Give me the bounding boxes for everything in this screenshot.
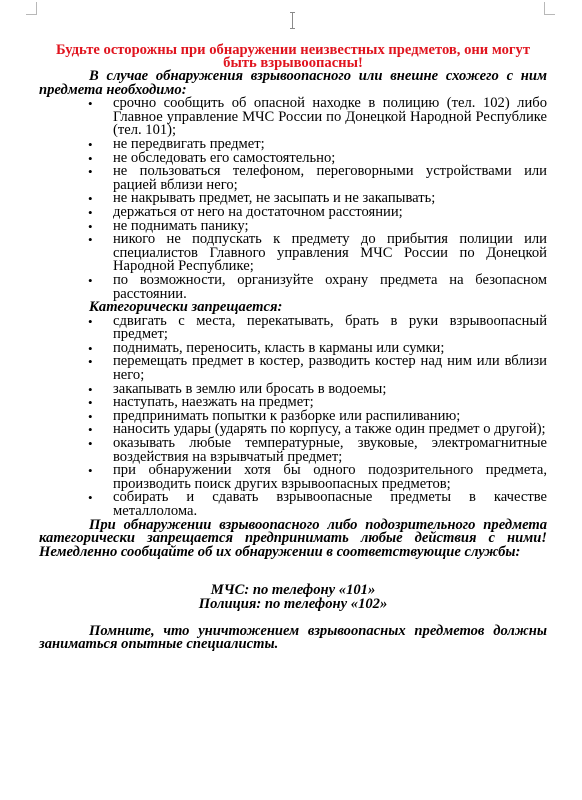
list-item: • собирать и сдавать взрывоопасные предметы в качестве металлолома.: [113, 491, 547, 518]
list-item: • закапывать в землю или бросать в водоемы;: [113, 383, 547, 397]
list-item: • не пользоваться телефоном, переговорными устройствами или рацией вблизи него;: [113, 165, 547, 192]
contact-police: Полиция: по телефону «102»: [198, 595, 388, 612]
list-item: • держаться от него на достаточном расстоянии;: [113, 206, 547, 220]
list-item: • сдвигать с места, перекатывать, брать в руки взрывоопасный предмет;: [113, 315, 547, 342]
list-item: • по возможности, организуйте охрану предмета на безопасном расстоянии.: [113, 274, 547, 301]
crop-mark-top-right: [544, 2, 555, 15]
page-title: Будьте осторожны при обнаружении неизвестных предметов, они могут быть взрывоопасны!: [56, 42, 530, 71]
list-item: • при обнаружении хотя бы одного подозрительного предмета, производить поиск других взрывоопасных предметов;: [113, 464, 547, 491]
must-do-list: [39, 97, 547, 301]
document-page: [39, 44, 547, 652]
closing-paragraph: Помните, что уничтожением взрывоопасных предметов должны заниматься опытные специалисты.: [39, 622, 547, 653]
list-item: • не поднимать панику;: [113, 220, 547, 234]
list-item: • срочно сообщить об опасной находке в полицию (тел. 102) либо Главное управление МЧС России по Донецкой Народной Республике (тел. 101);: [113, 97, 547, 138]
spacer: [39, 559, 547, 584]
list-item: • оказывать любые температурные, звуковые, электромагнитные воздействия на взрывчатый предмет;: [113, 437, 547, 464]
list-item: • не обследовать его самостоятельно;: [113, 152, 547, 166]
list-item: • не передвигать предмет;: [113, 138, 547, 152]
text-cursor-icon: [292, 12, 293, 29]
list-item: • перемещать предмет в костер, разводить костер над ним или вблизи него;: [113, 355, 547, 382]
forbidden-header: Категорически запрещается:: [89, 299, 283, 316]
list-item: • никого не подпускать к предмету до прибытия полиции или специалистов Главного управления МЧС России по Донецкой Народной Республике;: [113, 233, 547, 274]
crop-mark-top-left: [26, 2, 37, 15]
list-item: • поднимать, переносить, класть в карманы или сумки;: [113, 342, 547, 356]
list-item: • наносить удары (ударять по корпусу, а также один предмет о другой);: [113, 423, 547, 437]
list-item: • наступать, наезжать на предмет;: [113, 396, 547, 410]
forbidden-list: [39, 312, 547, 519]
intro-paragraph: В случае обнаружения взрывоопасного или внешне схожего с ним предмета необходимо:: [39, 68, 547, 98]
list-item: • предпринимать попытки к разборке или распиливанию;: [113, 410, 547, 424]
list-item: • не накрывать предмет, не засыпать и не закапывать;: [113, 192, 547, 206]
contact-mchs: МЧС: по телефону «101»: [210, 582, 376, 599]
warning-paragraph: При обнаружении взрывоопасного либо подозрительного предмета категорически запрещается предпринимать любые действия с ними! Немедленно сообщайте об их обнаружении в соответствующие службы:: [39, 516, 547, 560]
